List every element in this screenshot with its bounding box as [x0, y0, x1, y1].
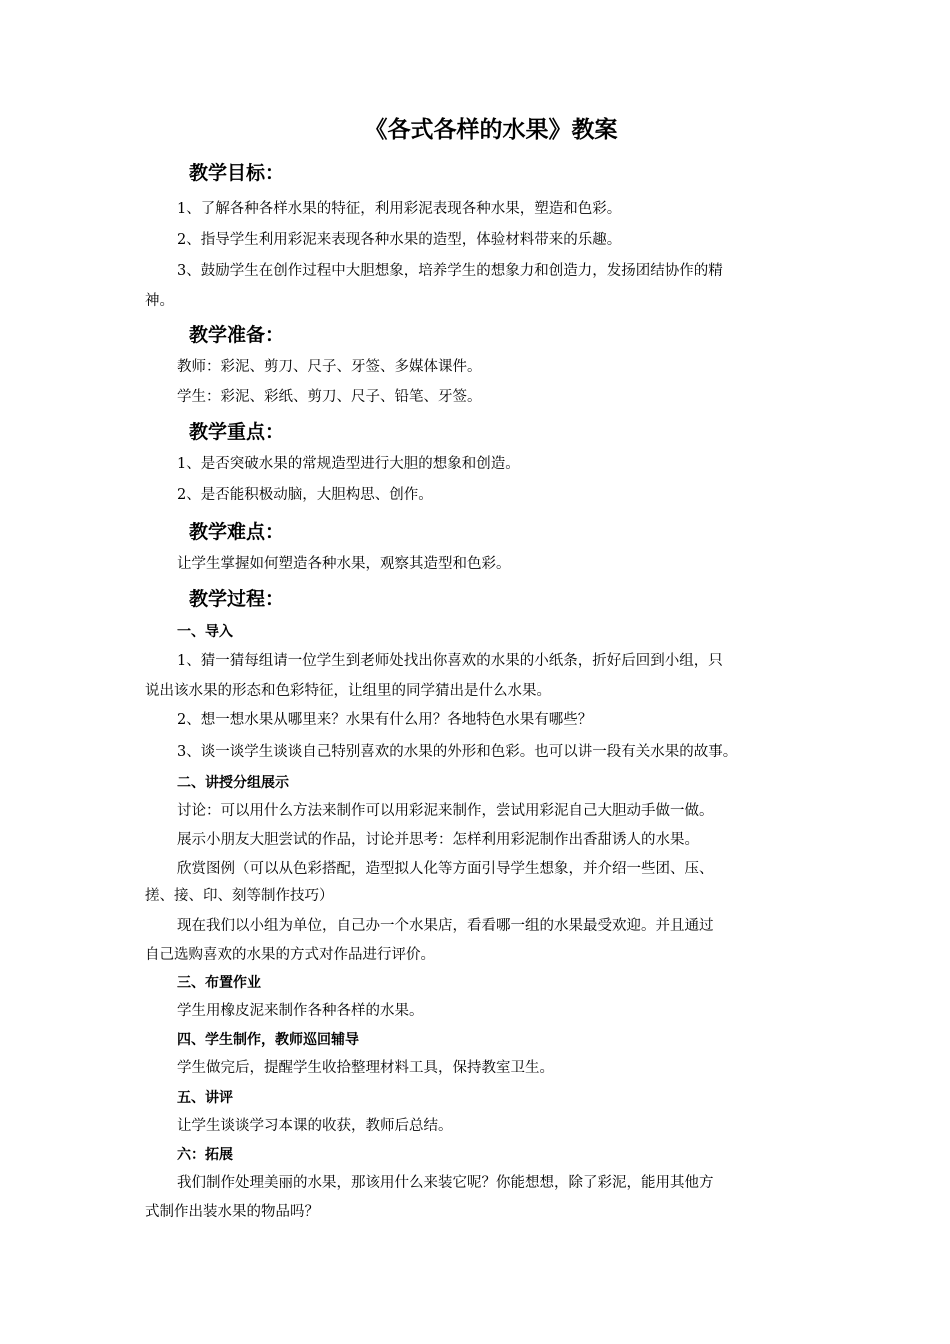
process-line: 说出该水果的形态和色彩特征，让组里的同学猜出是什么水果。	[145, 683, 551, 699]
difficulty-text: 让学生掌握如何塑造各种水果，观察其造型和色彩。	[177, 556, 511, 572]
process-line: 3、谈一谈学生谈谈自己特别喜欢的水果的外形和色彩。也可以讲一段有关水果的故事。	[177, 744, 738, 760]
document-title: 《各式各样的水果》教案	[364, 117, 618, 143]
teacher-materials: 教师：彩泥、剪刀、尺子、牙签、多媒体课件。	[177, 359, 482, 375]
process-line: 学生用橡皮泥来制作各种各样的水果。	[177, 1003, 424, 1019]
process-line: 欣赏图例（可以从色彩搭配，造型拟人化等方面引导学生想象，并介绍一些团、压、	[177, 861, 714, 877]
process-heading: 教学过程：	[189, 588, 285, 610]
preparation-heading: 教学准备：	[189, 324, 285, 346]
process-line: 学生做完后，提醒学生收拾整理材料工具，保持教室卫生。	[177, 1060, 554, 1076]
difficulties-heading: 教学难点：	[189, 521, 285, 543]
goals-heading: 教学目标：	[189, 162, 285, 184]
key-points-heading: 教学重点：	[189, 421, 285, 443]
key-point-item: 2、是否能积极动脑，大胆构思、创作。	[177, 487, 433, 503]
key-point-item: 1、是否突破水果的常规造型进行大胆的想象和创造。	[177, 456, 520, 472]
process-line: 讨论：可以用什么方法来制作可以用彩泥来制作，尝试用彩泥自己大胆动手做一做。	[177, 803, 714, 819]
process-part-title: 四、学生制作，教师巡回辅导	[177, 1032, 359, 1048]
process-line: 2、想一想水果从哪里来？水果有什么用？各地特色水果有哪些？	[177, 712, 593, 728]
process-line: 1、猜一猜每组请一位学生到老师处找出你喜欢的水果的小纸条，折好后回到小组，只	[177, 653, 723, 669]
process-part-title: 五、讲评	[177, 1090, 233, 1106]
process-line: 式制作出装水果的物品吗？	[145, 1204, 319, 1220]
process-line: 让学生谈谈学习本课的收获，教师后总结。	[177, 1118, 453, 1134]
student-materials: 学生：彩泥、彩纸、剪刀、尺子、铅笔、牙签。	[177, 389, 482, 405]
process-line: 我们制作处理美丽的水果，那该用什么来装它呢？你能想想，除了彩泥，能用其他方	[177, 1175, 714, 1191]
process-part-title: 六：拓展	[177, 1147, 233, 1163]
process-part-title: 二、讲授分组展示	[177, 775, 289, 791]
process-line: 现在我们以小组为单位，自己办一个水果店，看看哪一组的水果最受欢迎。并且通过	[177, 918, 714, 934]
goal-item: 1、了解各种各样水果的特征，利用彩泥表现各种水果，塑造和色彩。	[177, 201, 622, 217]
process-part-title: 一、导入	[177, 624, 233, 640]
process-line: 自己选购喜欢的水果的方式对作品进行评价。	[145, 947, 435, 963]
process-part-title: 三、布置作业	[177, 975, 261, 991]
process-line: 展示小朋友大胆尝试的作品，讨论并思考：怎样利用彩泥制作出香甜诱人的水果。	[177, 832, 699, 848]
process-line: 搓、接、印、刻等制作技巧）	[145, 888, 334, 904]
goal-item: 3、鼓励学生在创作过程中大胆想象，培养学生的想象力和创造力，发扬团结协作的精	[177, 263, 723, 279]
goal-item-continuation: 神。	[145, 293, 174, 309]
goal-item: 2、指导学生利用彩泥来表现各种水果的造型，体验材料带来的乐趣。	[177, 232, 622, 248]
